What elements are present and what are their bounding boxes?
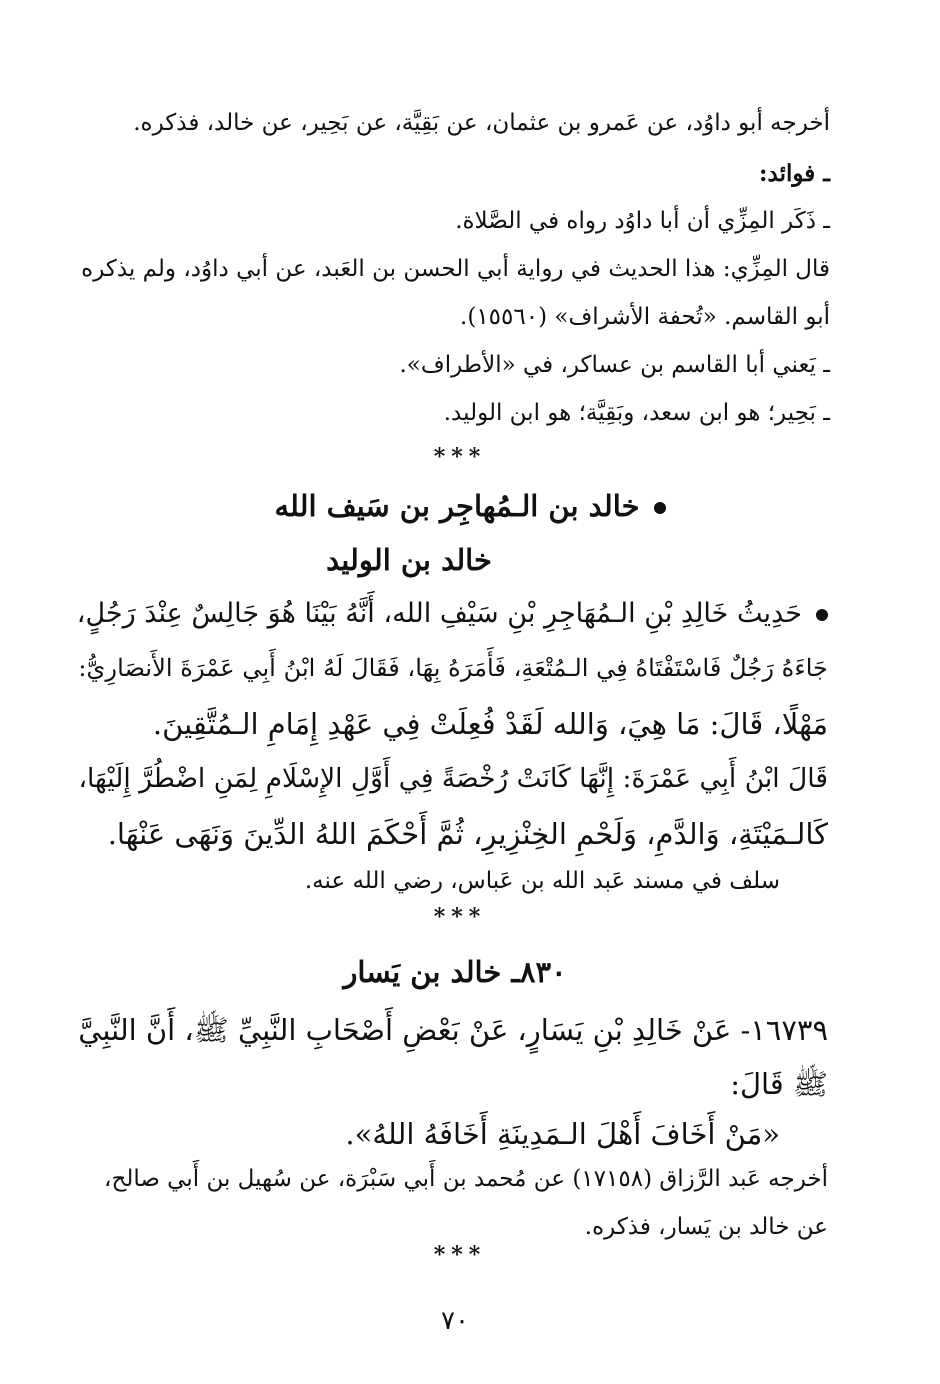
hadith-quote: «مَنْ أَخَافَ أَهْلَ الـمَدِينَةِ أَخَافَهُ اللهُ». [345,1117,780,1151]
section-subheading: خالد بن الوليد [326,543,492,577]
note-line: ـ بَحِير؛ هو ابن سعد، وبَقِيَّة؛ هو ابن الوليد. [443,400,830,426]
source-line: أخرجه أبو داوُد، عن عَمرو بن عثمان، عن بَقِيَّة، عن بَحِير، عن خالد، فذكره. [133,110,830,136]
section-separator: *** [433,904,487,930]
hadith-line: مَهْلًا، قَالَ: مَا هِيَ، وَالله لَقَدْ فُعِلَتْ فِي عَهْدِ إِمَامِ الـمُتَّقِينَ. [152,707,828,741]
note-line: ـ يَعني أبا القاسم بن عساكر، في «الأطراف». [399,352,830,378]
note-line: ـ ذَكَر المِزِّي أن أبا داوُد رواه في الصَّلاة. [455,208,830,234]
section-separator: *** [433,1242,487,1268]
hadith-line: ﷺ قَالَ: [730,1067,828,1101]
section-heading: خالد بن الـمُهاجِر بن سَيف الله [0,492,940,521]
hadith-line: جَاءَهُ رَجُلٌ فَاسْتَفْتَاهُ فِي الـمُتْعَةِ، فَأَمَرَهُ بِهَا، فَقَالَ لَهُ ابْنُ أَبِي عَمْرَةَ الأَنصَارِيُّ: [78,654,828,682]
page-number: ٧٠ [441,1306,469,1336]
source-line: عن خالد بن يَسار، فذكره. [584,1214,828,1240]
hadith-line: حَدِيثُ خَالِدِ بْنِ الـمُهَاجِرِ بْنِ سَيْفِ الله، أَنَّهُ بَيْنَا هُوَ جَالِسٌ عِنْدَ رَجُلٍ، [77,600,828,627]
note-line: أبو القاسم. «تُحفة الأشراف» (١٥٥٦٠). [460,304,830,330]
bullet-icon [654,502,666,514]
bullet-icon [816,609,828,621]
source-line: أخرجه عَبد الرَّزاق (١٧١٥٨) عن مُحمد بن أَبي سَبْرَة، عن سُهيل بن أَبي صالح، [104,1166,828,1192]
note-line: قال المِزِّي: هذا الحديث في رواية أبي الحسن بن العَبد، عن أبي داوُد، ولم يذكره [81,256,830,282]
cross-reference: سلف في مسند عَبد الله بن عَباس، رضي الله عنه. [304,868,780,894]
hadith-line: ١٦٧٣٩- عَنْ خَالِدِ بْنِ يَسَارٍ، عَنْ بَعْضِ أَصْحَابِ النَّبِيِّ ﷺ، أَنَّ النَّبِيَّ [78,1013,828,1047]
entry-heading: ٨٣٠ـ خالد بن يَسار [343,955,567,989]
benefits-heading: ـ فوائد: [759,160,830,187]
hadith-line: كَالـمَيْتَةِ، وَالدَّمِ، وَلَحْمِ الخِنْزِيرِ، ثُمَّ أَحْكَمَ اللهُ الدِّينَ وَنَهَى عَنْهَا. [107,817,828,851]
hadith-line: قَالَ ابْنُ أَبِي عَمْرَةَ: إِنَّهَا كَانَتْ رُخْصَةً فِي أَوَّلِ الإِسْلَامِ لِمَنِ اضْطُرَّ إِلَيْهَا، [78,763,828,794]
section-separator: *** [433,444,487,470]
